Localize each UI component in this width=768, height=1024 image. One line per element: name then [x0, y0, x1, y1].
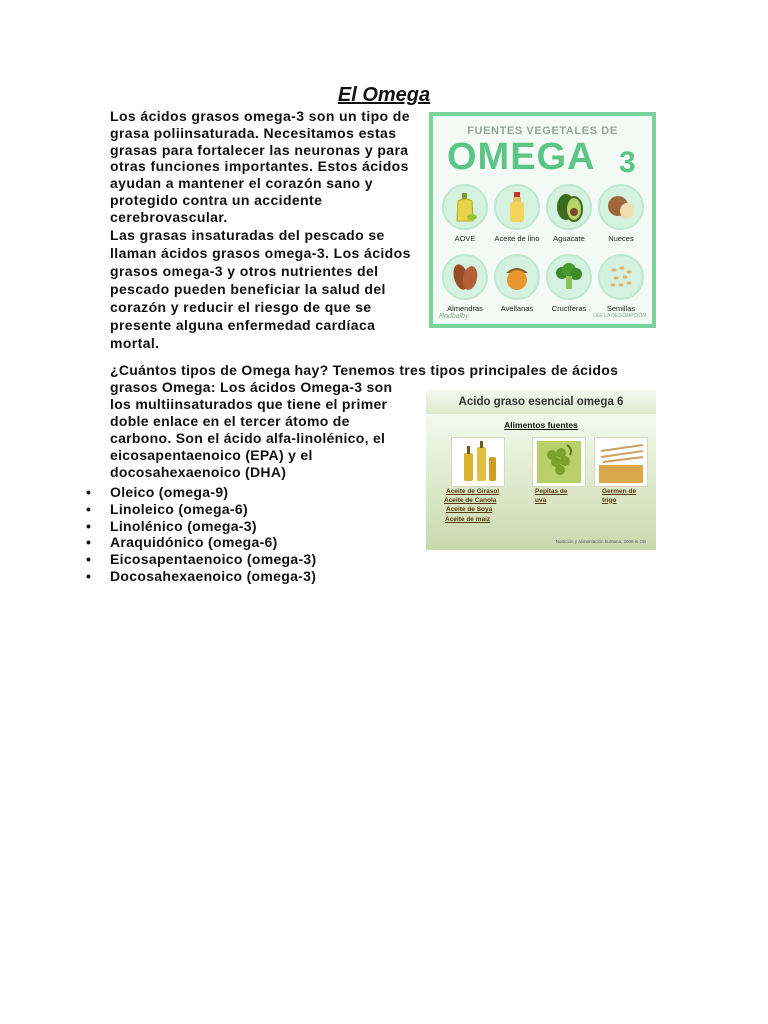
- infographic-heading: FUENTES VEGETALES DE: [467, 125, 618, 137]
- wheat-germ-photo: [594, 437, 648, 487]
- source-label: Crucíferas: [551, 304, 587, 313]
- broccoli-icon: [546, 254, 592, 300]
- almond-icon: [442, 254, 488, 300]
- caption-wheat-germ: Germen de trigo: [602, 488, 636, 504]
- infographic-omega-word: OMEGA: [447, 136, 596, 178]
- paragraph-fish-fats: Las grasas insaturadas del pescado se llaman ácidos grasos omega-3. Los ácidos grasos omega-3 y otros nutrientes del pescado pueden beneficiar la salud del corazón y reducir el riesgo de que se presente alguna enfermedad cardíaca mortal.: [110, 227, 411, 351]
- infographic-omega-number: 3: [619, 146, 636, 179]
- list-item: • Araquidónico (omega-6): [86, 534, 316, 551]
- source-label: Semillas: [606, 304, 636, 313]
- hazelnut-icon: [494, 254, 540, 300]
- omega6-subtitle: Alimentos fuentes: [504, 420, 578, 430]
- list-item: • Eicosapentaenoico (omega-3): [86, 551, 316, 568]
- omega6-sources-image: [426, 386, 656, 550]
- oil-bottle-icon: [494, 184, 540, 230]
- paragraph-omega3-intro: Los ácidos grasos omega-3 son un tipo de grasa poliinsaturada. Necesitamos estas grasas para fortalecer las neuronas y para otras funciones importantes. Estos ácidos ayudan a mantener el corazón sano y protegido contra un accidente cerebrovascular.: [110, 108, 410, 225]
- caption-canola-oil: Aceite de Canola: [444, 497, 497, 504]
- olive-oil-icon: [442, 184, 488, 230]
- omega3-sources-image: [429, 112, 656, 328]
- list-item: • Docosahexaenoico (omega-3): [86, 568, 316, 585]
- caption-soy-oil: Aceite de Soya: [446, 506, 493, 513]
- avocado-icon: [546, 184, 592, 230]
- description-note: LEE LA DESCRIPCIÓN: [593, 313, 646, 319]
- oil-bottles-photo: [451, 437, 505, 487]
- omega6-title: Acido graso esencial omega 6: [426, 390, 656, 414]
- caption-corn-oil: Aceite de maíz: [445, 516, 491, 523]
- source-label: Aceite de lino: [494, 234, 540, 243]
- caption-grape-seeds: Pepitas de uva: [535, 488, 568, 504]
- page-title: El Omega: [337, 84, 431, 106]
- brand-logo: Rodbalby: [439, 313, 469, 320]
- walnut-icon: [598, 184, 644, 230]
- omega-types-list: [86, 484, 316, 585]
- list-item: • Oleico (omega-9): [86, 484, 316, 501]
- list-item: • Linoleico (omega-6): [86, 501, 316, 518]
- source-aove: [438, 184, 492, 243]
- caption-sunflower-oil: Aceite de Girasol: [446, 488, 500, 495]
- seeds-icon: [598, 254, 644, 300]
- source-label: Aguacate: [553, 234, 585, 243]
- source-avocado: [542, 184, 596, 243]
- omega6-footer: Nutrición y alimentación humana, 2006 in OB: [555, 539, 646, 544]
- source-linseed-oil: [490, 184, 544, 243]
- grapes-photo: [532, 437, 586, 487]
- source-hazelnuts: [490, 254, 544, 313]
- source-walnuts: [594, 184, 648, 243]
- source-label: Avellanas: [500, 304, 534, 313]
- list-item: • Linolénico (omega-3): [86, 518, 316, 535]
- source-label: Almendras: [447, 304, 483, 313]
- source-crucifers: [542, 254, 596, 313]
- source-label: AOVE: [454, 234, 476, 243]
- paragraph-types-detail: grasos Omega: Los ácidos Omega-3 son los multiinsaturados que tiene el primer doble enlace en el tercer átomo de carbono. Son el ácido alfa-linolénico, el eicosapentaenoico (EPA) y el docosahexaenoico (DHA): [110, 379, 393, 480]
- source-almonds: [438, 254, 492, 313]
- source-seeds: [594, 254, 648, 313]
- paragraph-types-question: ¿Cuántos tipos de Omega hay? Tenemos tres tipos principales de ácidos: [110, 362, 619, 378]
- source-label: Nueces: [608, 234, 634, 243]
